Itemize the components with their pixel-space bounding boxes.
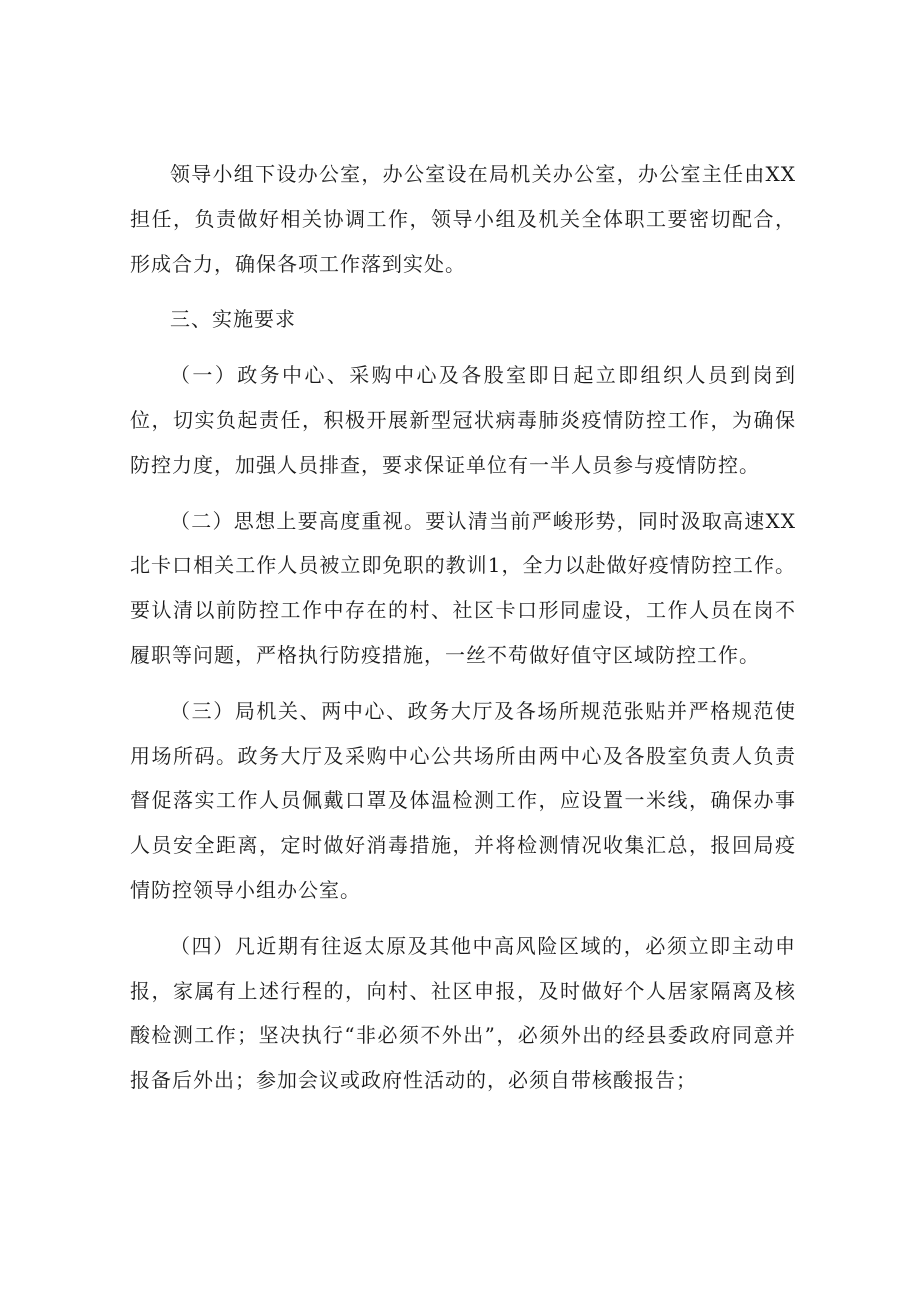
paragraph-requirement-3: （三）局机关、两中心、政务大厅及各场所规范张贴并严格规范使用场所码。政务大厅及采购中心公共场所由两中心及各股室负责人负责督促落实工作人员佩戴口罩及体温检测工作，应设置一米线，确保办事人员安全距离，定时做好消毒措施，并将检测情况收集汇总，报回局疫情防控领导小组办公室。 <box>130 698 796 902</box>
section-heading-implementation-requirements: 三、实施要求 <box>170 307 296 332</box>
paragraph-requirement-2: （二）思想上要高度重视。要认清当前严峻形势，同时汲取高速XX北卡口相关工作人员被立即免职的教训1，全力以赴做好疫情防控工作。要认清以前防控工作中存在的村、社区卡口形同虚设，工作人员在岗不履职等问题，严格执行防疫措施，一丝不苟做好值守区域防控工作。 <box>130 508 796 667</box>
paragraph-requirement-1: （一）政务中心、采购中心及各股室即日起立即组织人员到岗到位，切实负起责任，积极开展新型冠状病毒肺炎疫情防控工作，为确保防控力度，加强人员排查，要求保证单位有一半人员参与疫情防控。 <box>130 363 796 477</box>
document-body <box>130 152 796 1114</box>
paragraph-requirement-4: （四）凡近期有往返太原及其他中高风险区域的，必须立即主动申报，家属有上述行程的，向村、社区申报，及时做好个人居家隔离及核酸检测工作；坚决执行“非必须不外出”，必须外出的经县委政府同意并报备后外出；参加会议或政府性活动的，必须自带核酸报告； <box>130 933 796 1093</box>
paragraph-office-setup: 领导小组下设办公室，办公室设在局机关办公室，办公室主任由XX担任，负责做好相关协调工作，领导小组及机关全体职工要密切配合，形成合力，确保各项工作落到实处。 <box>130 162 796 276</box>
